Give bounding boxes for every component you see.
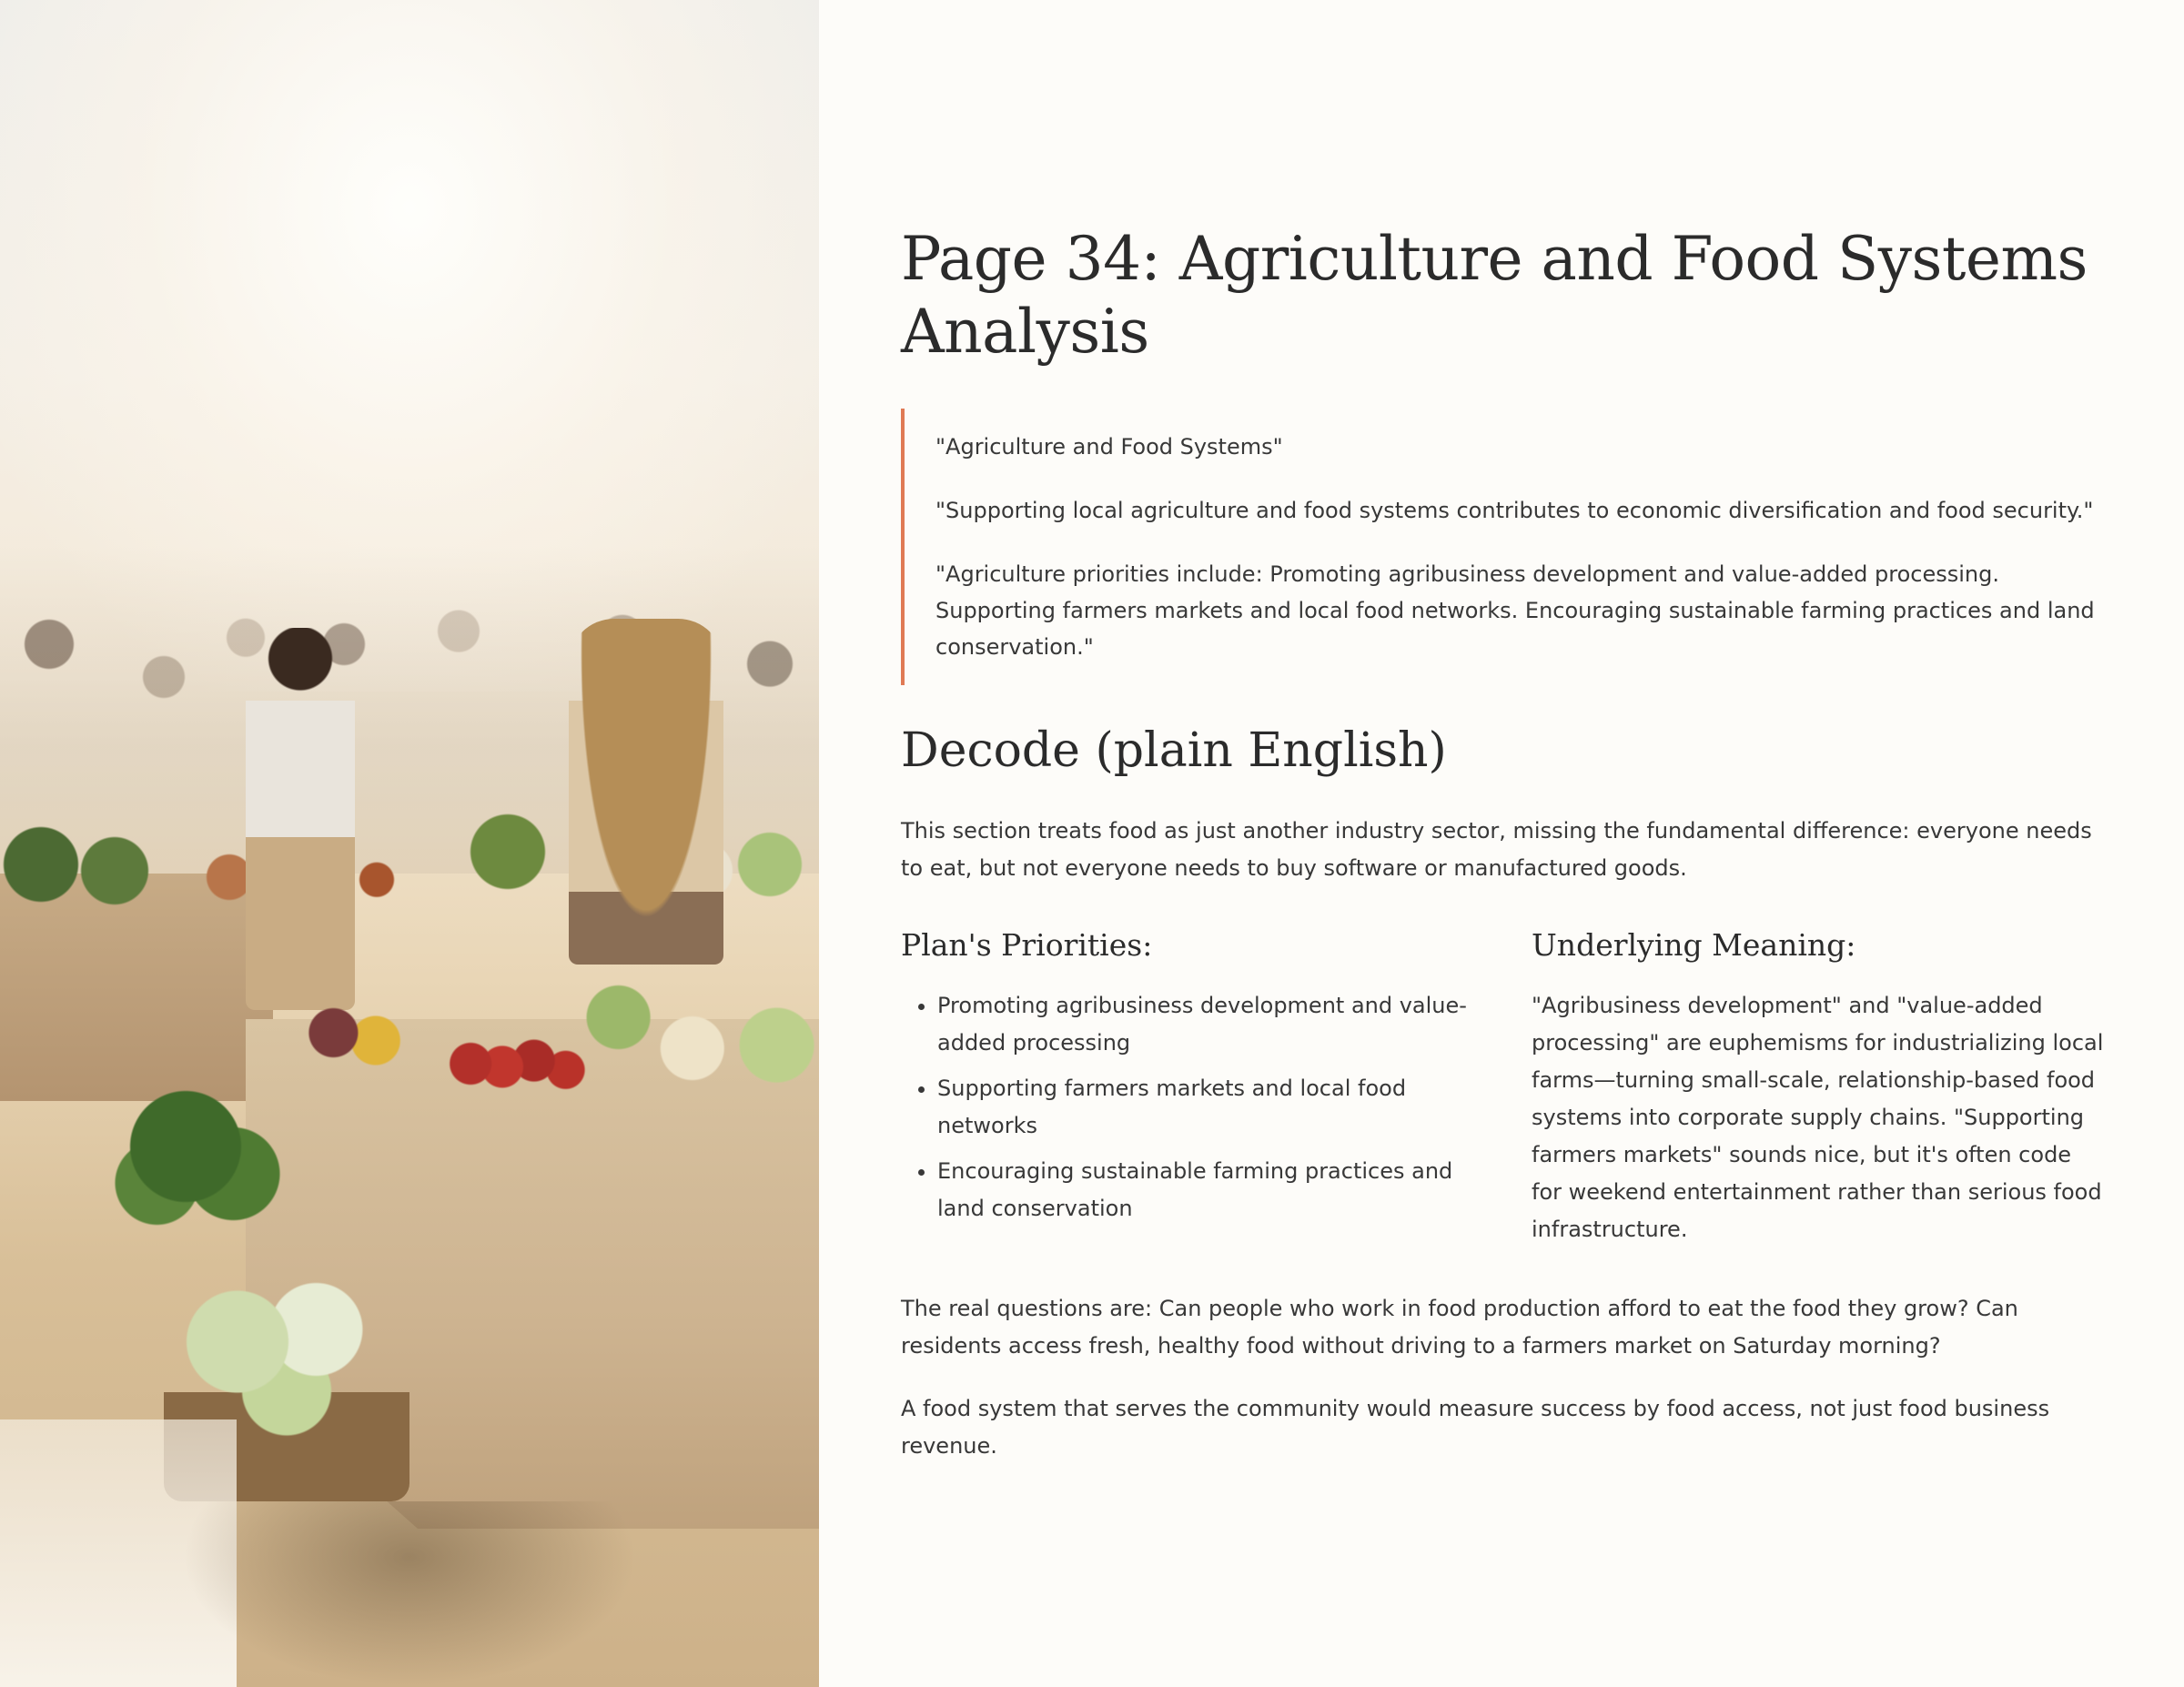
list-item: • Supporting farmers markets and local food networks <box>937 1070 1477 1145</box>
list-item: • Promoting agribusiness development and value-added processing <box>937 987 1477 1062</box>
decode-heading: Decode (plain English) <box>901 723 1447 778</box>
priorities-column <box>901 925 1477 1248</box>
list-item: • Encouraging sustainable farming practices and land conservation <box>937 1153 1477 1227</box>
quote-line: "Agriculture and Food Systems" <box>935 434 1283 460</box>
priorities-heading: Plan's Priorities: <box>901 927 1153 963</box>
quote-line: "Supporting local agriculture and food systems contributes to economic diversification and food security." <box>935 498 2094 523</box>
priorities-list <box>901 987 1477 1227</box>
photo-vendor-figure <box>246 628 355 1010</box>
closing-paragraph: A food system that serves the community would measure success by food access, not just food business revenue. <box>901 1396 2050 1459</box>
meaning-heading: Underlying Meaning: <box>1532 927 1856 963</box>
market-photo <box>0 0 819 1687</box>
comparison-columns <box>901 925 2111 1248</box>
closing-paragraph: The real questions are: Can people who work in food production afford to eat the food they grow? Can residents access fresh, healthy food without driving to a farmers market on Saturday morning? <box>901 1296 2018 1359</box>
quote-line: "Agriculture priorities include: Promoting agribusiness development and value-added processing. Supporting farmers markets and local food networks. Encouraging sustainable farming practices and land conservation." <box>935 561 2095 660</box>
photo-floor-shadow <box>182 1501 637 1687</box>
page-title: Page 34: Agriculture and Food Systems Analysis <box>901 224 2088 367</box>
photo-plant <box>109 1074 300 1256</box>
meaning-column <box>1532 925 2108 1248</box>
content-column <box>901 223 2111 1490</box>
decode-intro: This section treats food as just another industry sector, missing the fundamental difference: everyone needs to eat, but not everyone needs to buy software or manufactured goods. <box>901 818 2092 881</box>
meaning-text: "Agribusiness development" and "value-added processing" are euphemisms for industrializing local farms—turning small-scale, relationship-based food systems into corporate supply chains. "Supporting farmers markets" sounds nice, but it's often code for weekend entertainment rather than serious food infrastructure. <box>1532 993 2104 1242</box>
photo-shopper-figure <box>569 619 723 965</box>
plan-quote-block <box>901 409 2111 685</box>
photo-produce <box>291 955 819 1110</box>
closing-section <box>901 1290 2111 1465</box>
